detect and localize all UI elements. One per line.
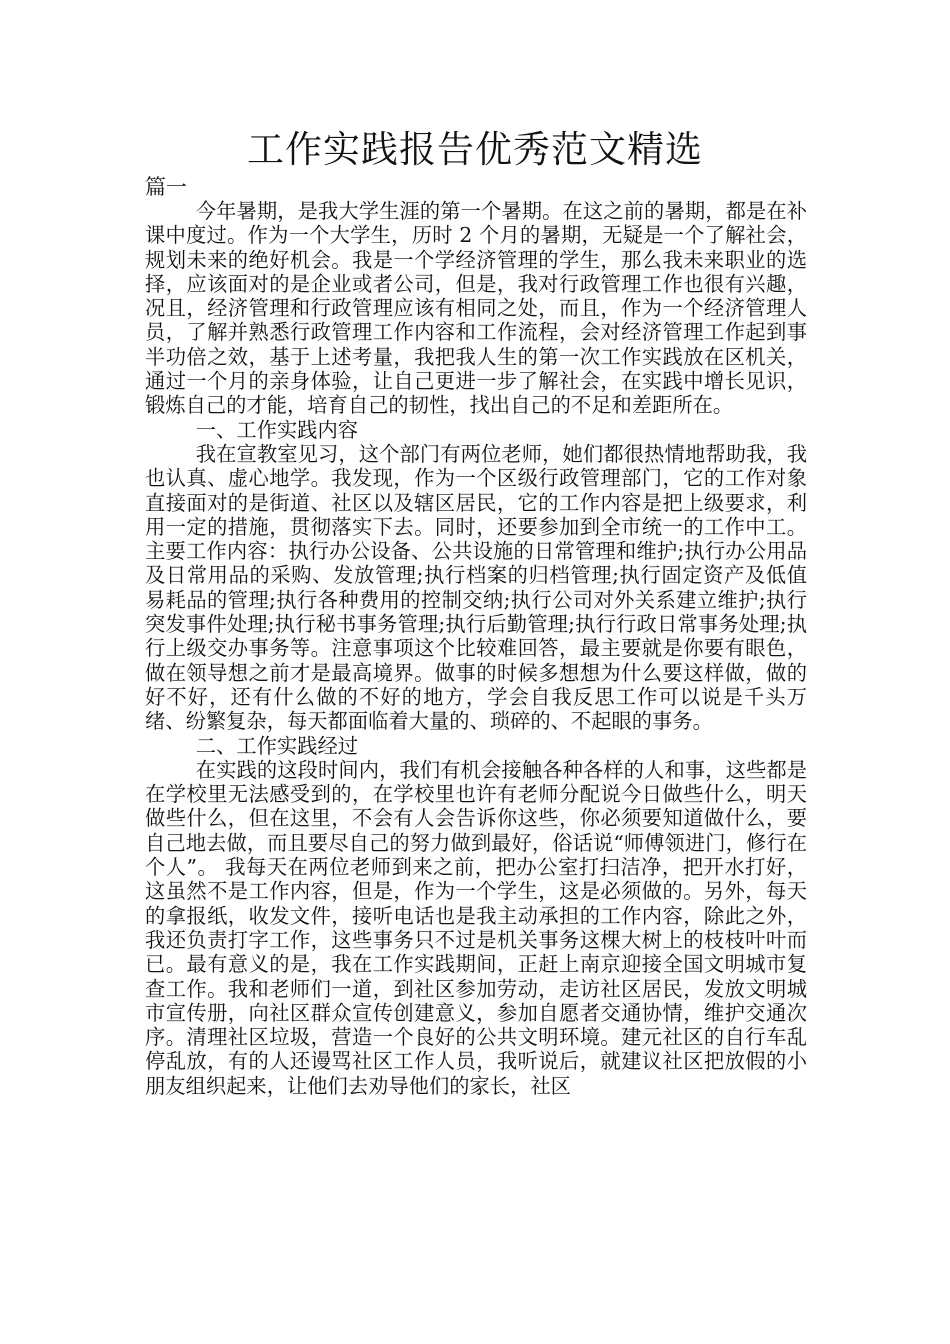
document-body [145,199,807,1098]
section-heading-content: 一、工作实践内容 [195,417,359,442]
content-paragraph: 我在宣教室见习，这个部门有两位老师，她们都很热情地帮助我，我也认真、虚心地学。我发现，作为一个区级行政管理部门，它的工作对象直接面对的是街道、社区以及辖区居民，它的工作内容是把上级要求，利用一定的措施，贯彻落实下去。同时，还要参加到全市统一的工作中工。主要工作内容：执行办公设备、公共设施的日常管理和维护;执行办公用品及日常用品的采购、发放管理;执行档案的归档管理;执行固定资产及低值易耗品的管理;执行各种费用的控制交纳;执行公司对外关系建立维护;执行突发事件处理;执行秘书事务管理;执行后勤管理;执行行政日常事务处理;执行上级交办事务等。注意事项这个比较难回答，最主要就是你要有眼色，做在领导想之前才是最高境界。做事的时候多想想为什么要这样做，做的好不好，还有什么做的不好的地方，学会自我反思工作可以说是千头万绪、纷繁复杂，每天都面临着大量的、琐碎的、不起眼的事务。 [145,441,807,734]
section-heading-process: 二、工作实践经过 [195,733,359,758]
intro-paragraph: 今年暑期，是我大学生涯的第一个暑期。在这之前的暑期，都是在补课中度过。作为一个大学生，历时 2 个月的暑期，无疑是一个了解社会，规划未来的绝好机会。我是一个学经济管理的学生，那么我未来职业的选择，应该面对的是企业或者公司，但是，我对行政管理工作也很有兴趣，况且，经济管理和行政管理应该有相同之处，而且，作为一个经济管理人员，了解并熟悉行政管理工作内容和工作流程，会对经济管理工作起到事半功倍之效，基于上述考量，我把我人生的第一次工作实践放在区机关，通过一个月的亲身体验，让自己更进一步了解社会，在实践中增长见识，锻炼自己的才能，培育自己的韧性，找出自己的不足和差距所在。 [145,199,807,418]
section-label: 篇一 [145,175,187,199]
process-paragraph: 在实践的这段时间内，我们有机会接触各种各样的人和事，这些都是在学校里无法感受到的，在学校里也许有老师分配说今日做些什么，明天做些什么，但在这里，不会有人会告诉你这些，你必须要知道做什么，要自己地去做，而且要尽自己的努力做到最好，俗话说“师傅领进门，修行在个人”。 我每天在两位老师到来之前，把办公室打扫洁净，把开水打好，这虽然不是工作内容，但是，作为一个学生，这是必须做的。另外，每天的拿报纸，收发文件，接听电话也是我主动承担的工作内容，除此之外，我还负责打字工作，这些事务只不过是机关事务这棵大树上的枝枝叶叶而已。最有意义的是，我在工作实践期间，正赶上南京迎接全国文明城市复查工作。我和老师们一道，到社区参加劳动，走访社区居民，发放文明城市宣传册，向社区群众宣传创建意义，参加自愿者交通协情，维护交通次序。清理社区垃圾，营造一个良好的公共文明环境。建元社区的自行车乱停乱放，有的人还谩骂社区工作人员，我听说后，就建议社区把放假的小朋友组织起来，让他们去劝导他们的家长，社区 [145,757,807,1098]
document-title: 工作实践报告优秀范文精选 [247,128,703,171]
